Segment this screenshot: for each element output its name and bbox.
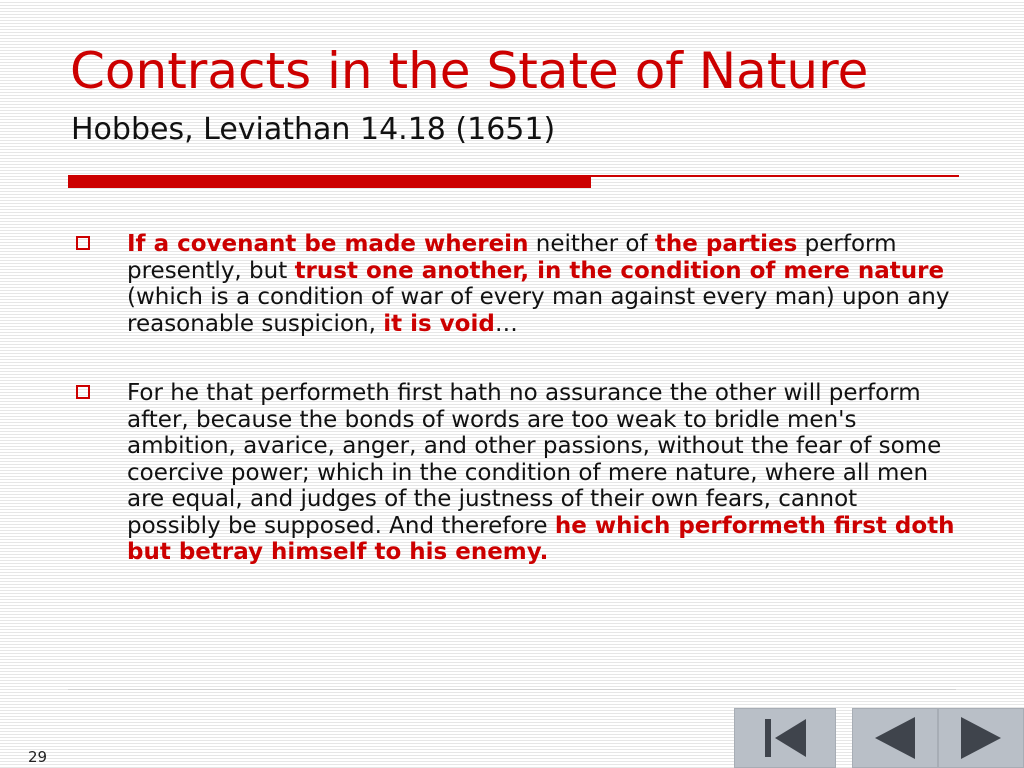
bullet-text-segment: If a covenant be made wherein (127, 231, 529, 257)
hollow-square-bullet-icon (76, 236, 90, 250)
bullet-text-segment: … (494, 310, 518, 337)
bullet-item (76, 380, 956, 566)
bullet-text-segment: the parties (654, 231, 798, 257)
bullet-text-segment: it is void (383, 310, 495, 337)
hollow-square-bullet-icon (76, 385, 90, 399)
title-underline-thick (68, 175, 591, 188)
next-slide-icon (939, 709, 1023, 767)
previous-slide-button[interactable] (852, 708, 938, 768)
bullet-text-segment: perform presently, but (127, 231, 897, 284)
page-number: 29 (28, 748, 48, 766)
first-slide-button[interactable] (734, 708, 836, 768)
bullet-item (76, 231, 956, 337)
bullet-text-segment: trust one another, in the condition of mere nature (294, 257, 945, 284)
bullet-list (76, 231, 956, 566)
bullet-text-segment: For he that performeth first hath no assurance the other will perform after, because the bonds of words are too weak to bridle men's ambition, avarice, anger, and other passions, without the fear of some coercive power; which in the condition of mere nature, where all men are equal, and judges of the justness of their own fears, cannot possibly be supposed. And therefore (127, 380, 942, 539)
footer-divider (68, 689, 956, 690)
title-underline-thin (591, 175, 959, 177)
bullet-text-segment: he which performeth first doth but betray himself to his enemy. (127, 512, 955, 565)
bullet-text-segment: (which is a condition of war of every man against every man) upon any reasonable suspicion, (127, 284, 950, 337)
slide-title: Contracts in the State of Nature (70, 42, 869, 100)
previous-slide-icon (853, 709, 937, 767)
next-slide-button[interactable] (938, 708, 1024, 768)
first-slide-icon (735, 709, 835, 767)
slide-subtitle: Hobbes, Leviathan 14.18 (1651) (71, 112, 556, 147)
bullet-text-segment: neither of (528, 231, 655, 257)
